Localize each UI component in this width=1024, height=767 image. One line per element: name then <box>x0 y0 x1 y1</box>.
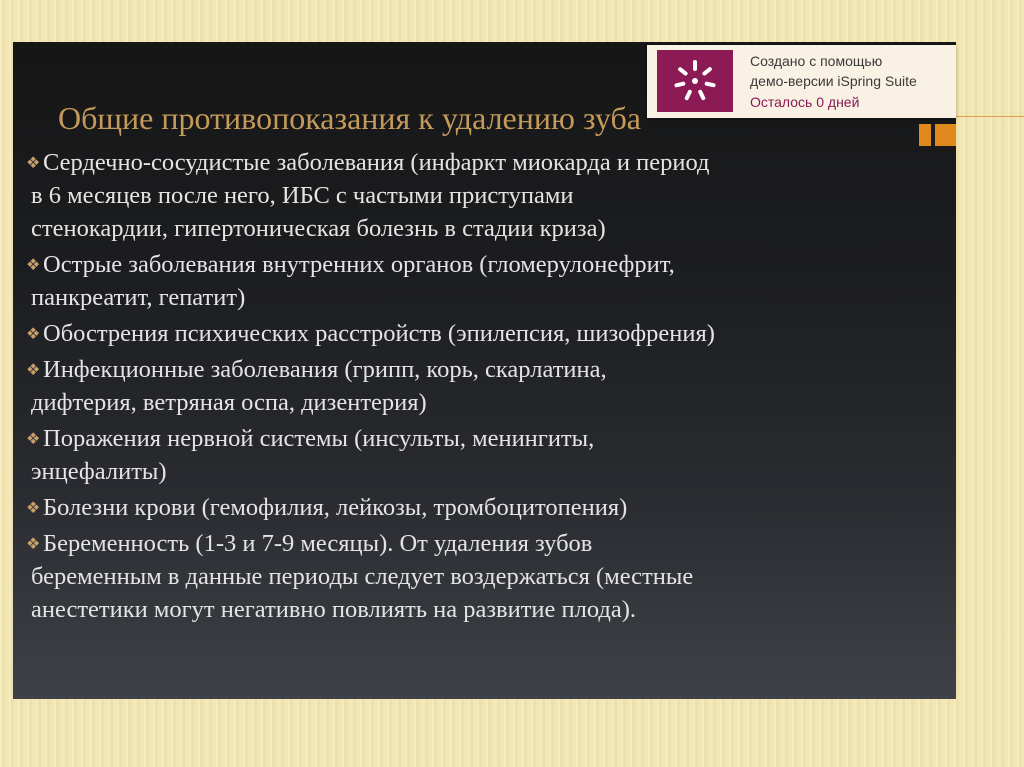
list-item-line: Острые заболевания внутренних органов (гломерулонефрит, <box>43 251 675 278</box>
list-item-line: анестетики могут негативно повлиять на развитие плода). <box>31 596 637 623</box>
diamond-bullet-icon: ❖ <box>26 534 41 553</box>
list-item-line: дифтерия, ветряная оспа, дизентерия) <box>31 389 427 416</box>
contraindications-list <box>26 146 956 629</box>
ispring-flower-icon <box>671 57 719 105</box>
list-item <box>26 248 956 314</box>
list-item-line: Болезни крови (гемофилия, лейкозы, тромбоцитопения) <box>43 494 628 521</box>
list-item-line: энцефалиты) <box>31 458 167 485</box>
list-item <box>26 491 956 524</box>
diamond-bullet-icon: ❖ <box>26 498 41 517</box>
watermark-days-left: Осталось 0 дней <box>750 94 860 110</box>
list-item-line: беременным в данные периоды следует воздержаться (местные <box>31 563 694 590</box>
list-item <box>26 317 956 350</box>
diamond-bullet-icon: ❖ <box>26 153 41 172</box>
list-item <box>26 353 956 419</box>
list-item <box>26 527 956 626</box>
title-accent-bar <box>919 124 956 146</box>
list-item-line: Сердечно-сосудистые заболевания (инфаркт миокарда и период <box>43 149 710 176</box>
list-item-line: Беременность (1-3 и 7-9 месяцы). От удаления зубов <box>43 530 593 557</box>
diamond-bullet-icon: ❖ <box>26 255 41 274</box>
diamond-bullet-icon: ❖ <box>26 429 41 448</box>
list-item-line: стенокардии, гипертоническая болезнь в стадии криза) <box>31 215 606 242</box>
watermark-line-2: демо-версии iSpring Suite <box>750 73 917 89</box>
slide-title: Общие противопоказания к удалению зуба <box>58 100 641 136</box>
diamond-bullet-icon: ❖ <box>26 360 41 379</box>
ispring-logo <box>657 50 733 112</box>
diamond-bullet-icon: ❖ <box>26 324 41 343</box>
list-item-line: Инфекционные заболевания (грипп, корь, скарлатина, <box>43 356 607 383</box>
list-item-line: панкреатит, гепатит) <box>31 284 246 311</box>
list-item <box>26 146 956 245</box>
ispring-watermark[interactable] <box>647 45 956 118</box>
list-item <box>26 422 956 488</box>
watermark-line-1: Создано с помощью <box>750 53 883 69</box>
list-item-line: в 6 месяцев после него, ИБС с частыми приступами <box>31 182 574 209</box>
decorative-line <box>956 116 1024 117</box>
list-item-line: Обострения психических расстройств (эпилепсия, шизофрения) <box>43 320 715 347</box>
list-item-line: Поражения нервной системы (инсульты, менингиты, <box>43 425 595 452</box>
slide <box>13 42 956 699</box>
